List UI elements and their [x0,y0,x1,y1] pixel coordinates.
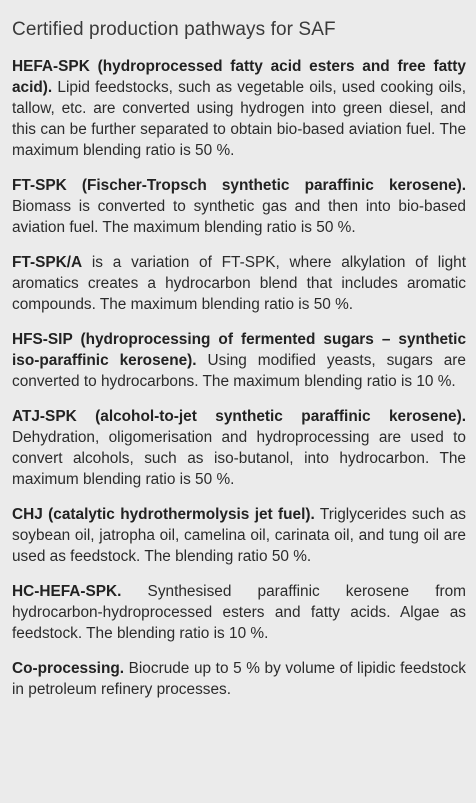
pathway-description: Biocrude up to 5 % by volume of lipidic feedstock in petroleum refinery processes. [12,660,466,698]
pathway-description: Dehydration, oligomerisation and hydroprocessing are used to convert alcohols, such as iso-butanol, into hydrocarbon. The maximum blending ratio is 50 %. [12,429,466,488]
pathway-description: Synthesised paraffinic kerosene from hydrocarbon-hydroprocessed esters and fatty acids. Algae as feedstock. The blending ratio is 10 %. [12,583,466,642]
pathway-ft-spk-a [12,252,466,315]
pathway-description: Lipid feedstocks, such as vegetable oils, used cooking oils, tallow, etc. are converted using hydrogen into green diesel, and this can be further separated to obtain bio-based aviation fuel. The maximum blending ratio is 50 %. [12,79,466,159]
pathway-atj-spk [12,406,466,490]
pathway-hc-hefa-spk [12,581,466,644]
pathway-term: FT-SPK/A [12,254,83,271]
pathway-term: ATJ-SPK (alcohol-to-jet synthetic paraffinic kerosene). [12,408,466,425]
pathway-term: Co-processing. [12,660,125,677]
pathway-term: CHJ (catalytic hydrothermolysis jet fuel). [12,506,315,523]
pathway-term: HFS-SIP (hydroprocessing of fermented sugars – synthetic iso-paraffinic kerosene). [12,331,466,369]
panel-title: Certified production pathways for SAF [12,19,336,40]
pathway-description: Biomass is converted to synthetic gas and then into bio-based aviation fuel. The maximum blending ratio is 50 %. [12,198,466,236]
pathway-term: FT-SPK (Fischer-Tropsch synthetic paraffinic kerosene). [12,177,466,194]
pathway-term: HC-HEFA-SPK. [12,583,122,600]
pathway-description: Triglycerides such as soybean oil, jatropha oil, camelina oil, carinata oil, and tung oil are used as feedstock. The blending ratio 50 %. [12,506,466,565]
pathway-co-processing [12,658,466,700]
pathway-hfs-sip [12,329,466,392]
pathway-hefa-spk [12,56,466,161]
pathway-description: is a variation of FT-SPK, where alkylation of light aromatics creates a hydrocarbon blend that includes aromatic compounds. The maximum blending ratio is 50 %. [12,254,466,313]
pathway-chj [12,504,466,567]
pathway-term: HEFA-SPK (hydroprocessed fatty acid esters and free fatty acid). [12,58,466,96]
pathway-ft-spk [12,175,466,238]
pathway-description: Using modified yeasts, sugars are converted to hydrocarbons. The maximum blending ratio is 10 %. [12,352,466,390]
